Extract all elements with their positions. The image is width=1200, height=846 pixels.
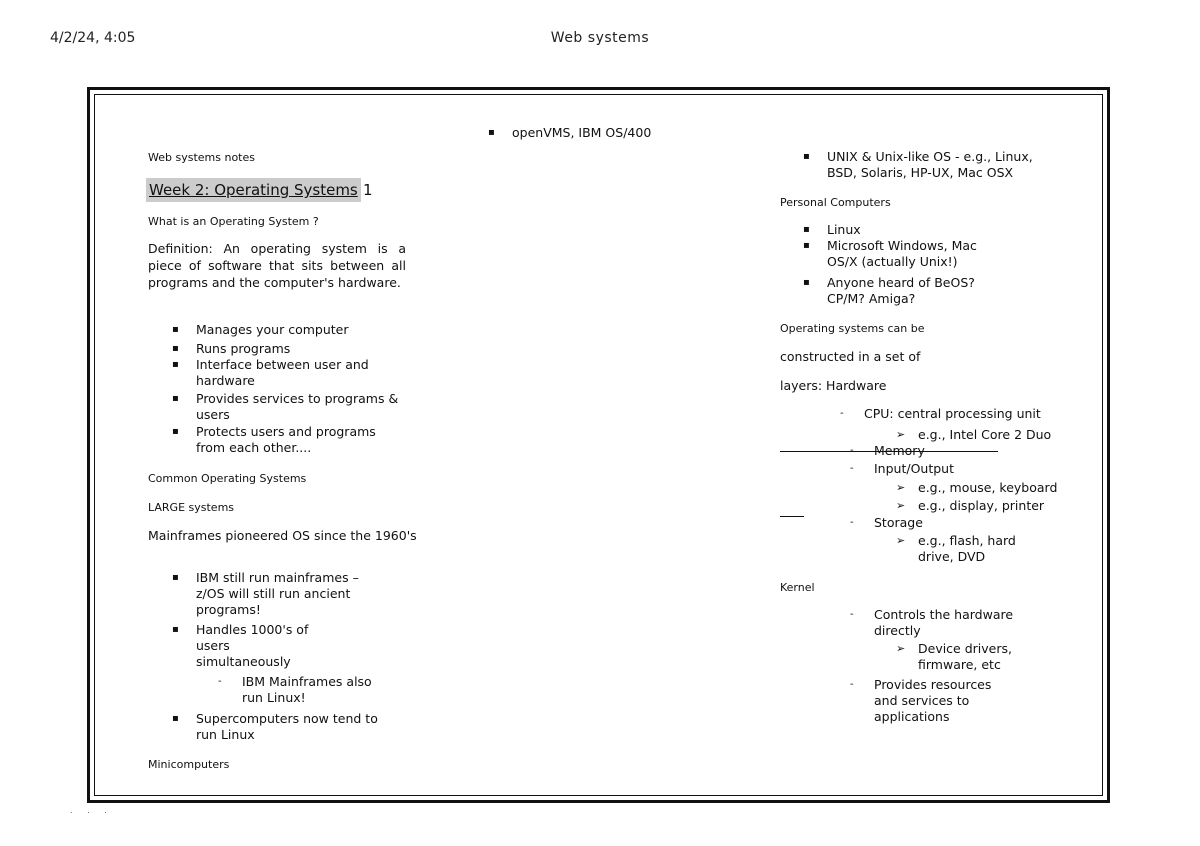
- layers-line-1: Operating systems can be: [780, 322, 925, 335]
- minicomputers-label: Minicomputers: [148, 758, 230, 771]
- print-date: 4/2/24, 4:05: [50, 30, 136, 46]
- list-sub-sub-item: ➢ e.g., flash, hard drive, DVD: [918, 533, 1028, 565]
- week-heading: Week 2: Operating Systems: [146, 178, 361, 202]
- list-item: ▪ Runs programs: [196, 341, 386, 357]
- list-sub-item: - Controls the hardware directly: [874, 607, 1034, 639]
- large-systems-label: LARGE systems: [148, 501, 235, 514]
- list-item: ▪ openVMS, IBM OS/400: [512, 125, 732, 141]
- list-sub-sub-item: ➢ e.g., mouse, keyboard: [918, 480, 1068, 496]
- list-item: ▪ Protects users and programs from each other....: [196, 424, 386, 456]
- list-sub-sub-item: ➢ e.g., Intel Core 2 Duo: [918, 427, 1068, 443]
- list-item: ▪ Microsoft Windows, Mac OS/X (actually Unix!): [827, 238, 1007, 270]
- list-item: ▪ Provides services to programs & users: [196, 391, 408, 423]
- list-item: ▪ Supercomputers now tend to run Linux: [196, 711, 381, 743]
- list-sub-item: - Memory: [874, 443, 1024, 459]
- common-os-label: Common Operating Systems: [148, 472, 307, 485]
- list-sub-item: - Input/Output: [874, 461, 1024, 477]
- notes-label: Web systems notes: [148, 151, 255, 164]
- page-title: Web systems: [550, 30, 650, 46]
- divider-line-short: [780, 516, 804, 517]
- list-item: ▪ Handles 1000's of users simultaneously: [196, 622, 316, 670]
- list-sub-sub-item: ➢ e.g., display, printer: [918, 498, 1068, 514]
- list-item: ▪ IBM still run mainframes – z/OS will still run ancient programs!: [196, 570, 366, 618]
- list-sub-item: - Provides resources and services to applications: [874, 677, 1004, 725]
- layers-line-2: constructed in a set of: [780, 349, 921, 364]
- mainframes-paragraph: Mainframes pioneered OS since the 1960's: [148, 528, 417, 543]
- layers-line-3: layers: Hardware: [780, 378, 887, 393]
- list-item: ▪ Linux: [827, 222, 1007, 238]
- list-sub-sub-item: ➢ Device drivers, firmware, etc: [918, 641, 1018, 673]
- list-item: ▪ Manages your computer: [196, 322, 386, 338]
- footer-dots: . . .: [70, 806, 113, 815]
- personal-computers-label: Personal Computers: [780, 196, 891, 209]
- list-item: ▪ Anyone heard of BeOS? CP/M? Amiga?: [827, 275, 1007, 307]
- list-sub-item: - IBM Mainframes also run Linux!: [242, 674, 387, 706]
- list-sub-item: - Storage: [874, 515, 1024, 531]
- definition-paragraph: Definition: An operating system is a piece of software that sits between all programs and the computer's hardware.: [148, 241, 406, 290]
- list-sub-item: - CPU: central processing unit: [864, 406, 1064, 422]
- week-heading-suffix: 1: [363, 181, 373, 199]
- list-item: ▪ UNIX & Unix-like OS - e.g., Linux, BSD, Solaris, HP-UX, Mac OSX: [827, 149, 1057, 181]
- kernel-label: Kernel: [780, 581, 815, 594]
- list-item: ▪ Interface between user and hardware: [196, 357, 386, 389]
- question-what-is-os: What is an Operating System ?: [148, 215, 319, 228]
